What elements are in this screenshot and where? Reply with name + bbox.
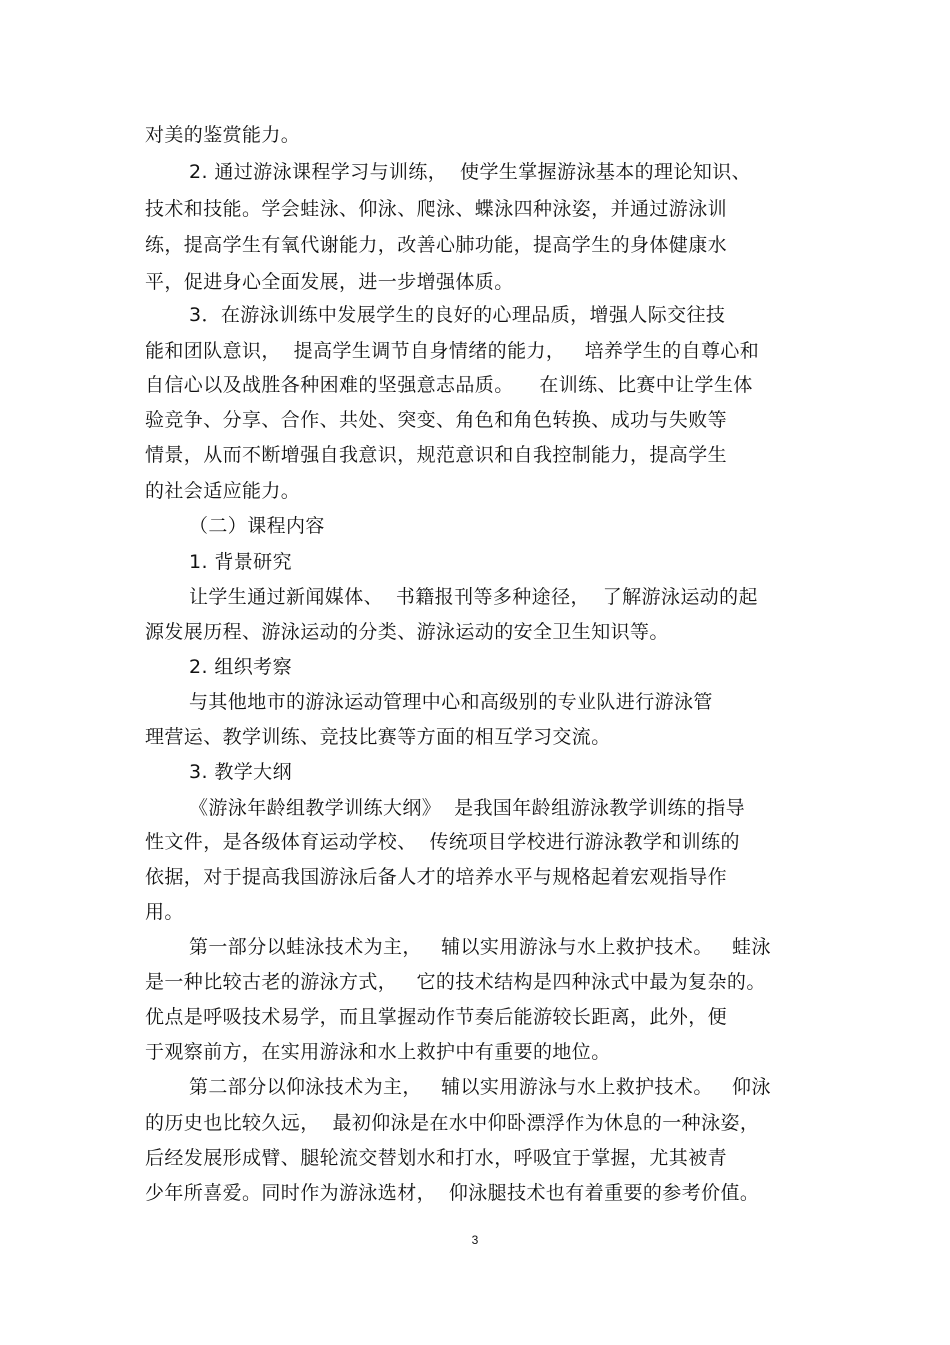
subsection-heading: 3. 教学大纲: [189, 761, 292, 783]
text-line: 《游泳年龄组教学训练大纲》 是我国年龄组游泳教学训练的指导: [189, 797, 746, 819]
text-line: 练，提高学生有氧代谢能力，改善心肺功能，提高学生的身体健康水: [145, 234, 728, 256]
text-line: 让学生通过新闻媒体、 书籍报刊等多种途径， 了解游泳运动的起: [189, 586, 758, 608]
text-line: 2. 通过游泳课程学习与训练， 使学生掌握游泳基本的理论知识、: [189, 161, 752, 183]
page-number: 3: [471, 1233, 479, 1247]
text-line: 与其他地市的游泳运动管理中心和高级别的专业队进行游泳管: [189, 691, 713, 713]
text-line: 源发展历程、游泳运动的分类、游泳运动的安全卫生知识等。: [145, 621, 669, 643]
text-line: 于观察前方，在实用游泳和水上救护中有重要的地位。: [145, 1041, 611, 1063]
text-line: 对美的鉴赏能力。: [145, 124, 301, 146]
text-line: 验竞争、分享、合作、共处、突变、角色和角色转换、成功与失败等: [145, 409, 728, 431]
text-line: 是一种比较古老的游泳方式， 它的技术结构是四种泳式中最为复杂的。: [145, 971, 766, 993]
text-line: 优点是呼吸技术易学，而且掌握动作节奏后能游较长距离，此外，便: [145, 1006, 728, 1028]
subsection-heading: 1. 背景研究: [189, 551, 292, 573]
text-line: 的历史也比较久远， 最初仰泳是在水中仰卧漂浮作为休息的一种泳姿，: [145, 1112, 760, 1134]
text-line: 自信心以及战胜各种困难的坚强意志品质。 在训练、比赛中让学生体: [145, 374, 753, 396]
text-line: 第一部分以蛙泳技术为主， 辅以实用游泳与水上救护技术。 蛙泳: [189, 936, 771, 958]
text-line: 平，促进身心全面发展，进一步增强体质。: [145, 271, 514, 293]
text-line: 理营运、教学训练、竞技比赛等方面的相互学习交流。: [145, 726, 611, 748]
section-heading: （二）课程内容: [189, 515, 325, 537]
text-line: 少年所喜爱。同时作为游泳选材， 仰泳腿技术也有着重要的参考价值。: [145, 1182, 760, 1204]
text-line: 性文件，是各级体育运动学校、 传统项目学校进行游泳教学和训练的: [145, 831, 740, 853]
text-line: 后经发展形成臂、腿轮流交替划水和打水，呼吸宜于掌握，尤其被青: [145, 1147, 728, 1169]
text-line: 的社会适应能力。: [145, 480, 301, 502]
subsection-heading: 2. 组织考察: [189, 656, 292, 678]
text-line: 3．在游泳训练中发展学生的良好的心理品质，增强人际交往技: [189, 304, 726, 326]
text-line: 能和团队意识， 提高学生调节自身情绪的能力， 培养学生的自尊心和: [145, 340, 760, 362]
text-line: 技术和技能。学会蛙泳、仰泳、爬泳、蝶泳四种泳姿，并通过游泳训: [145, 198, 728, 220]
text-line: 第二部分以仰泳技术为主， 辅以实用游泳与水上救护技术。 仰泳: [189, 1076, 771, 1098]
text-line: 用。: [145, 901, 184, 923]
text-line: 依据，对于提高我国游泳后备人才的培养水平与规格起着宏观指导作: [145, 866, 728, 888]
text-line: 情景，从而不断增强自我意识，规范意识和自我控制能力，提高学生: [145, 444, 728, 466]
